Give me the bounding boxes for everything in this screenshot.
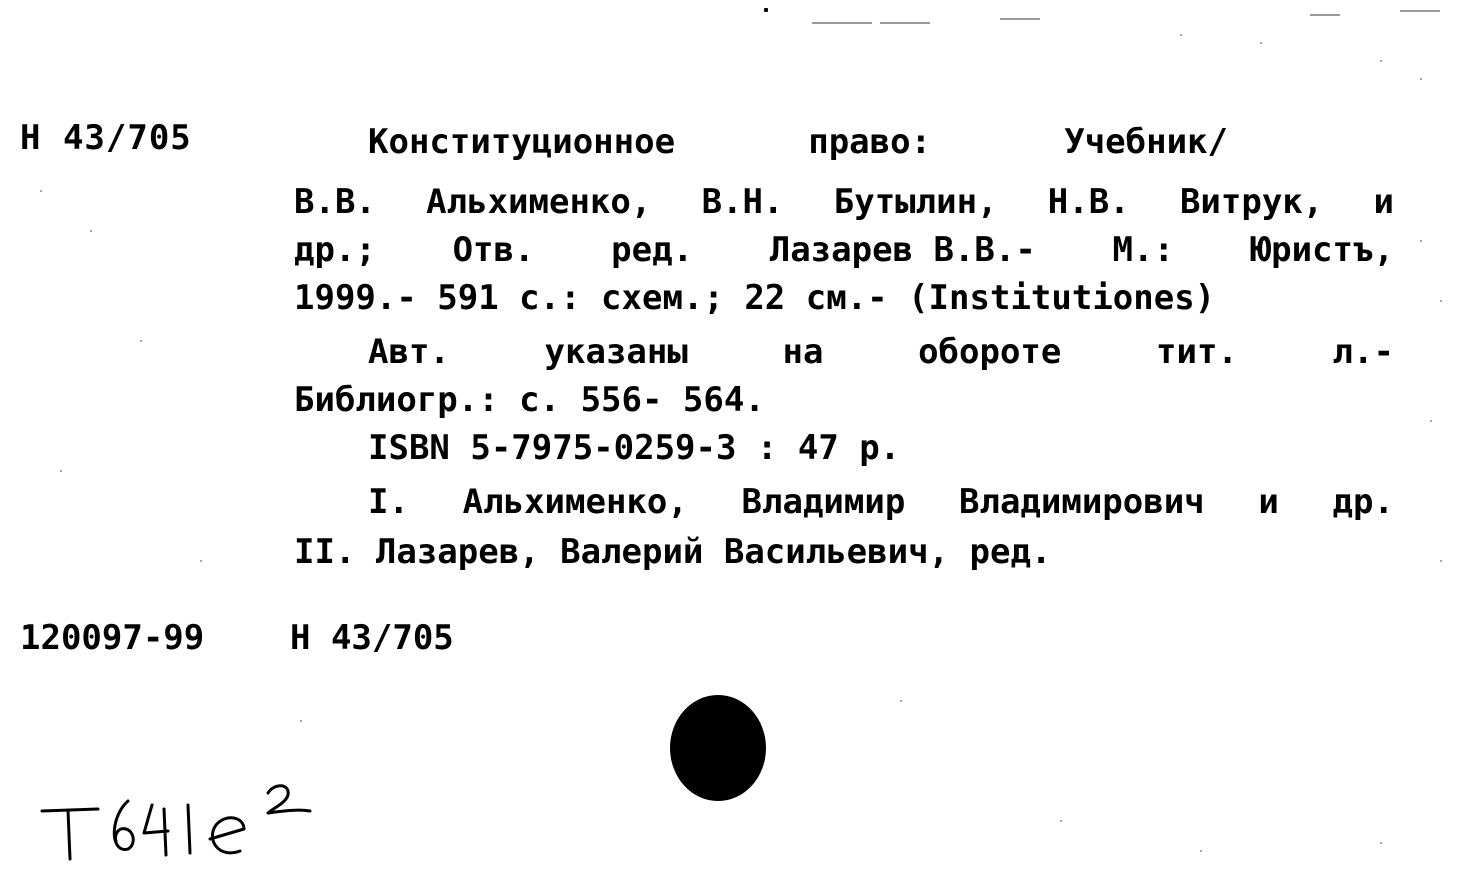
word: право: xyxy=(808,122,932,162)
noise-speck xyxy=(140,340,142,342)
inventory-number: 120097-99 xyxy=(20,618,205,658)
noise-dash xyxy=(1000,18,1040,20)
noise-speck xyxy=(40,190,42,192)
noise-dash xyxy=(880,22,930,24)
word: I. xyxy=(368,482,409,522)
card-line-added-entry-1 xyxy=(368,480,1394,524)
punch-hole xyxy=(670,695,766,801)
noise-speck xyxy=(764,8,768,12)
card-line-isbn: ISBN 5-7975-0259-3 : 47 р. xyxy=(368,428,901,468)
word: и xyxy=(1258,482,1279,522)
word: обороте xyxy=(918,332,1062,372)
noise-speck xyxy=(1180,34,1182,36)
card-line-bibliography: Библиогр.: с. 556- 564. xyxy=(294,380,765,420)
card-line-authors xyxy=(294,180,1394,224)
handwritten-note xyxy=(40,775,340,865)
word: др. xyxy=(1332,482,1394,522)
shelf-mark: Н 43/705 xyxy=(20,118,192,158)
word: Учебник/ xyxy=(1064,122,1228,162)
word: Авт. xyxy=(368,332,450,372)
word: М.: xyxy=(1112,230,1174,270)
word: В.В. xyxy=(294,182,376,222)
noise-speck xyxy=(1430,420,1432,422)
noise-speck xyxy=(900,700,902,702)
noise-speck xyxy=(1380,842,1382,844)
word: Владимирович xyxy=(959,482,1205,522)
word: Отв. xyxy=(452,230,535,270)
word: В.Н. xyxy=(701,182,784,222)
word: и xyxy=(1373,182,1394,222)
noise-dash xyxy=(1310,14,1340,16)
noise-speck xyxy=(90,230,92,232)
noise-speck xyxy=(1440,560,1442,562)
noise-speck xyxy=(1440,300,1442,302)
noise-dash xyxy=(1400,10,1440,12)
word: тит. xyxy=(1156,332,1238,372)
noise-speck xyxy=(1260,42,1262,44)
word: Юристъ, xyxy=(1250,230,1394,270)
word: Бутылин, xyxy=(833,182,998,222)
noise-dash xyxy=(812,22,872,24)
word: ред. xyxy=(611,230,694,270)
card-line-physical: 1999.- 591 с.: схем.; 22 см.- (Institutiones) xyxy=(294,278,1216,318)
word: Альхименко, xyxy=(426,182,652,222)
word: Н.В. xyxy=(1047,182,1130,222)
word: указаны xyxy=(544,332,688,372)
noise-speck xyxy=(1060,820,1062,822)
word: Владимир xyxy=(741,482,906,522)
noise-speck xyxy=(1380,60,1382,62)
noise-speck xyxy=(300,720,302,722)
card-line-title xyxy=(368,120,1228,164)
word: Конституционное xyxy=(368,122,676,162)
noise-speck xyxy=(200,560,202,562)
word: Лазарев В.В.- xyxy=(769,230,1036,270)
noise-speck xyxy=(1420,240,1422,242)
noise-speck xyxy=(1200,850,1202,852)
card-line-publication xyxy=(294,228,1394,272)
word: л.- xyxy=(1332,332,1394,372)
word: Альхименко, xyxy=(462,482,688,522)
inventory-shelf-mark: Н 43/705 xyxy=(290,618,454,658)
word: др.; xyxy=(294,230,376,270)
word: на xyxy=(782,332,824,372)
noise-speck xyxy=(1420,78,1422,80)
card-line-added-entry-2: II. Лазарев, Валерий Васильевич, ред. xyxy=(294,532,1052,572)
word: Витрук, xyxy=(1179,182,1324,222)
noise-speck xyxy=(60,470,62,472)
card-line-note xyxy=(368,330,1394,374)
